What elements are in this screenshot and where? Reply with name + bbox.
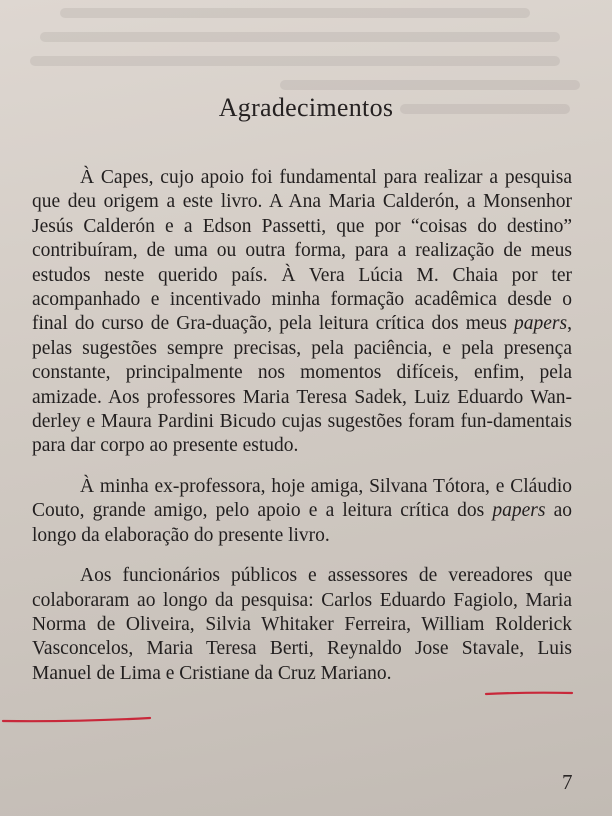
page-title: Agradecimentos [218,93,394,122]
page-number: 7 [562,770,573,794]
paragraph-friends: À minha ex-professora, hoje amiga, Silvana Tótora, e Cláudio Couto, grande amigo, pelo apoio e a leitura crítica dos papers ao longo da elaboração do presente livro. [32,475,573,546]
paragraph-capes: À Capes, cujo apoio foi fundamental para realizar a pesquisa que deu origem a este livro. A Ana Maria Calderón, a Monsenhor Jesús Calderón e a Edson Passetti, que por “coisas do destino” contribuíram, de uma ou outra forma, para a realização de meus estudos neste querido país. À Vera Lúcia M. Chaia por ter acompanhado e incentivado minha formação acadêmica desde o final do curso de Gra-duação, pela leitura crítica dos meus papers, pelas sugestões sempre precisas, pela paciência, e pela presença constante, principalmente nos momentos difíceis, enfim, pela amizade. Aos professores Maria Teresa Sadek, Luiz Eduardo Wan-derley e Maura Pardini Bicudo cujas sugestões foram fun-damentais para dar corpo ao presente estudo. [32,167,572,457]
paragraph-staff: Aos funcionários públicos e assessores de vereadores que colaboraram ao longo da pesquisa: Carlos Eduardo Fagiolo, Maria Norma de Oliveira, Silvia Whitaker Ferreira, William Rolderick Vasconcelos, Maria Teresa Berti, Reynaldo Jose Stavale, Luis Manuel de Lima e Cristiane da Cruz Mariano. [32,565,572,684]
show-through-text [0,0,612,150]
acknowledgements-text [32,166,572,702]
